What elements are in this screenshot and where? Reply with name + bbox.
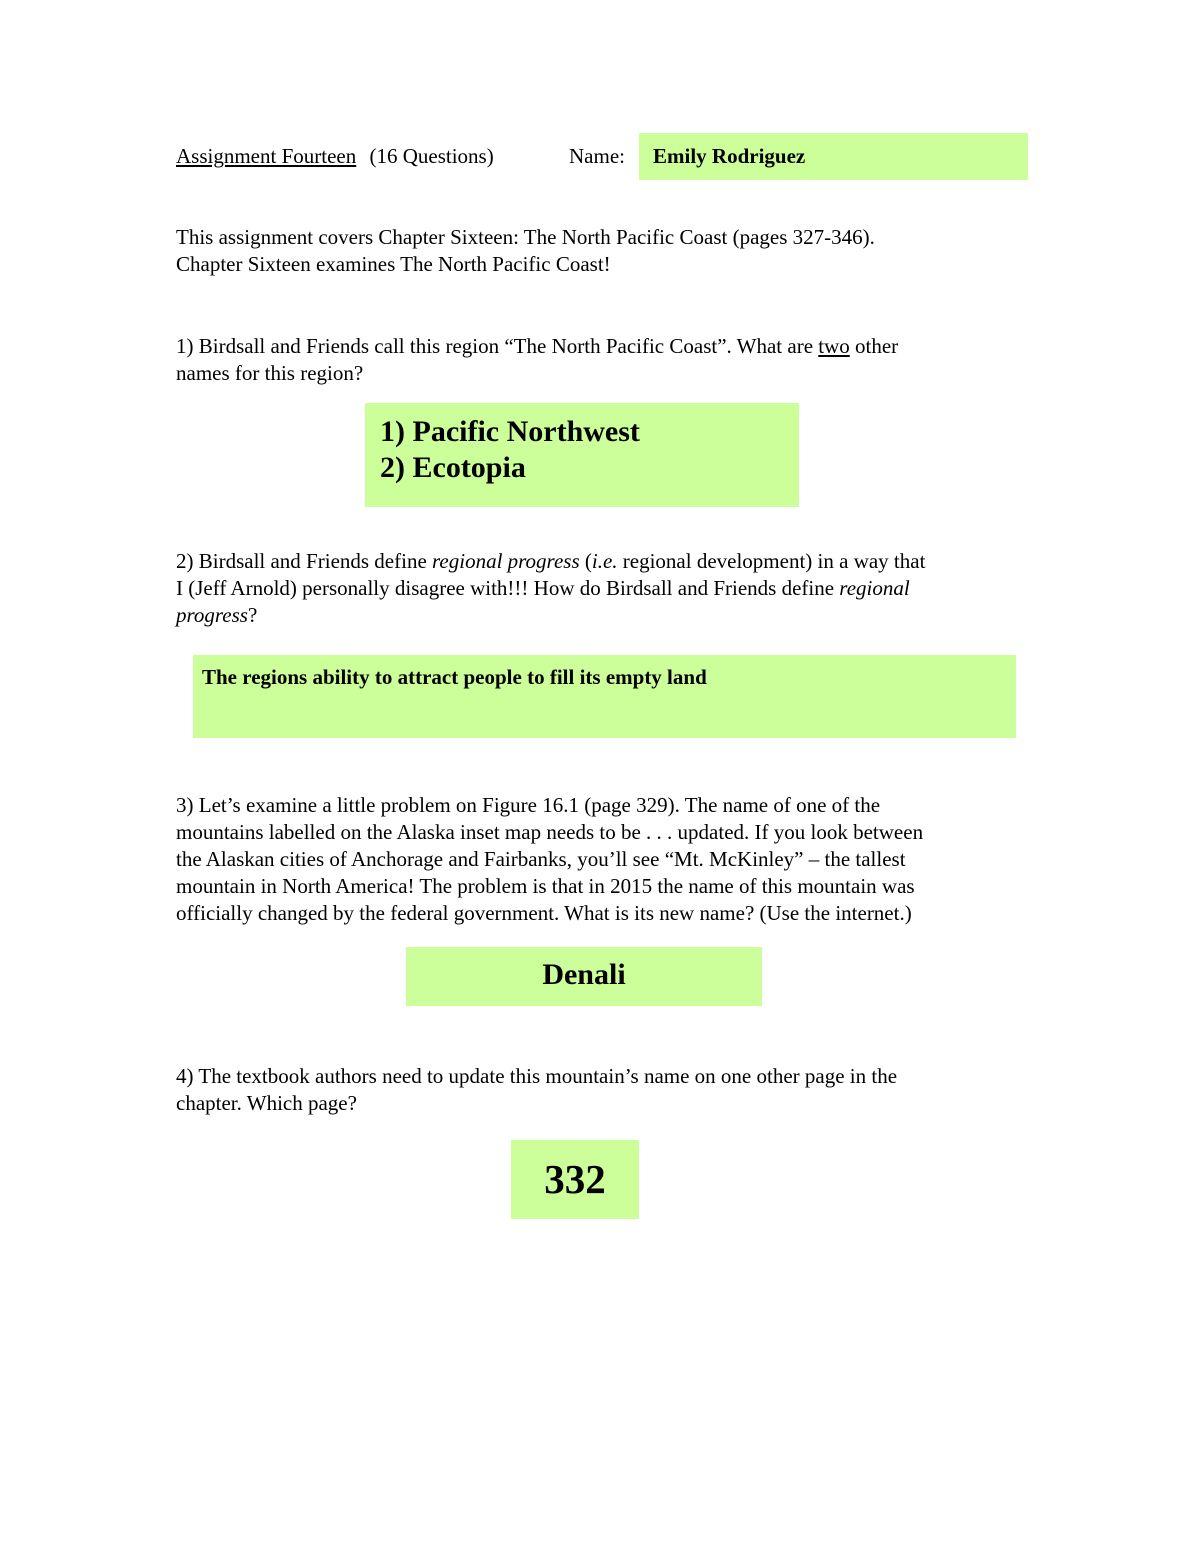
q2-line2-italic: regional [839,576,910,600]
intro-line-2: Chapter Sixteen examines The North Pacific Coast! [176,252,611,276]
question-3-line-3: the Alaskan cities of Anchorage and Fairbanks, you’ll see “Mt. McKinley” – the tallest [176,847,906,871]
answer-3-text: Denali [542,958,626,991]
assignment-header [176,143,494,170]
q2-line3-italic: progress [176,603,248,627]
question-1-line-1 [176,333,898,360]
intro-line-1: This assignment covers Chapter Sixteen: The North Pacific Coast (pages 327-346). [176,225,875,249]
name-label: Name: [569,144,625,168]
question-2-line-3 [176,602,257,629]
q2-line2-a: I (Jeff Arnold) personally disagree with!!! How do Birdsall and Friends define [176,576,840,600]
answer-3-box[interactable] [406,947,762,1006]
question-2-line-2 [176,575,910,602]
student-name-field[interactable] [639,133,1028,180]
q2-line1-italic-2: i.e. [591,549,618,573]
answer-4-box[interactable] [511,1140,639,1219]
answer-4-text: 332 [544,1156,606,1202]
question-3-line-5: officially changed by the federal government. What is its new name? (Use the internet.) [176,901,912,925]
answer-2-text: The regions ability to attract people to fill its empty land [202,665,707,689]
q2-line1-a: 2) Birdsall and Friends define [176,549,433,573]
question-3-line-4: mountain in North America! The problem is that in 2015 the name of this mountain was [176,874,915,898]
question-4-line-1: 4) The textbook authors need to update this mountain’s name on one other page in the [176,1064,898,1088]
q2-line1-b: ( [579,549,592,573]
question-3-line-1: 3) Let’s examine a little problem on Figure 16.1 (page 329). The name of one of the [176,793,881,817]
q2-line3-post: ? [247,603,258,627]
answer-1-box[interactable] [365,403,799,507]
answer-1-line-2: 2) Ecotopia [380,451,526,484]
q1-text-underlined: two [818,334,850,358]
student-name: Emily Rodriguez [653,144,806,168]
question-count: (16 Questions) [369,144,494,168]
q2-line1-italic: regional progress [432,549,580,573]
answer-2-box[interactable] [193,655,1016,738]
assignment-title: Assignment Fourteen [176,144,357,168]
question-2-line-1 [176,548,925,575]
question-1-line-2: names for this region? [176,361,364,385]
q1-text-post: other [849,334,899,358]
question-4-line-2: chapter. Which page? [176,1091,357,1115]
question-3-line-2: mountains labelled on the Alaska inset map needs to be . . . updated. If you look between [176,820,924,844]
answer-1-line-1: 1) Pacific Northwest [380,415,640,448]
q1-text-pre: 1) Birdsall and Friends call this region “The North Pacific Coast”. What are [176,334,819,358]
q2-line1-c: regional development) in a way that [617,549,926,573]
